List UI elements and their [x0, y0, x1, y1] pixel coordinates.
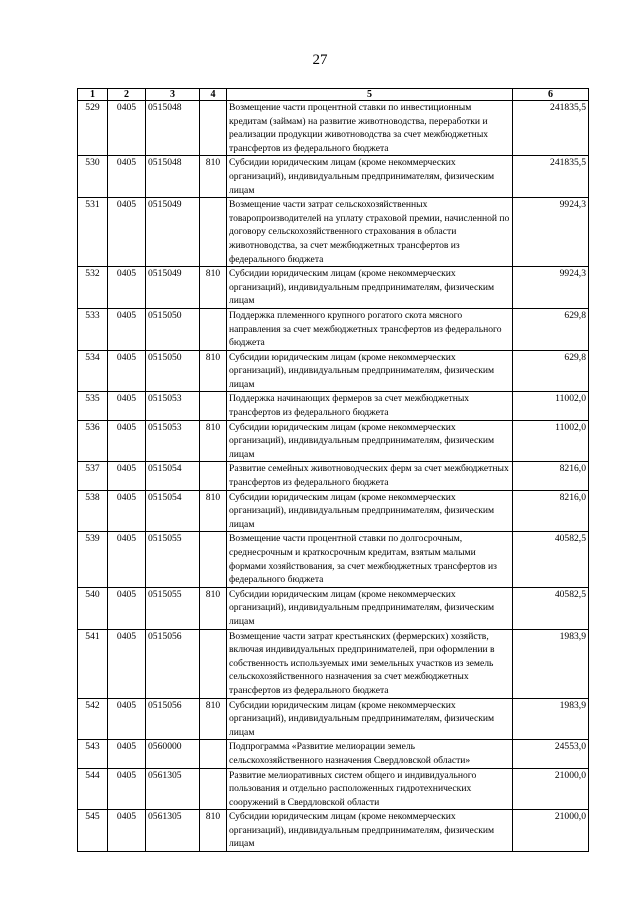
row-amount: 11002,0 [513, 392, 589, 420]
row-amount: 241835,5 [513, 156, 589, 198]
expense-type-code: 810 [200, 156, 227, 198]
section-code: 0405 [108, 740, 146, 768]
row-number: 545 [78, 810, 108, 852]
expense-type-code [200, 392, 227, 420]
row-number: 534 [78, 350, 108, 392]
page-number: 27 [312, 52, 328, 68]
expense-type-code: 810 [200, 698, 227, 740]
header-col-5: 5 [227, 89, 513, 101]
row-number: 536 [78, 420, 108, 462]
row-number: 538 [78, 490, 108, 532]
row-description: Субсидии юридическим лицам (кроме некоммерческих организаций), индивидуальным предпринимателям, физическим лицам [227, 587, 513, 629]
row-amount: 8216,0 [513, 490, 589, 532]
row-number: 531 [78, 198, 108, 267]
section-code: 0405 [108, 392, 146, 420]
table-row [78, 420, 589, 462]
section-code: 0405 [108, 490, 146, 532]
table-row [78, 532, 589, 587]
target-article-code: 0515054 [146, 462, 200, 490]
row-description: Возмещение части процентной ставки по долгосрочным, среднесрочным и краткосрочным кредитам, взятым малыми формами хозяйствования, за счет межбюджетных трансфертов из федерального бюджета [227, 532, 513, 587]
table-row [78, 198, 589, 267]
row-number: 532 [78, 267, 108, 309]
table-row [78, 350, 589, 392]
target-article-code: 0515055 [146, 532, 200, 587]
table-header-row [78, 89, 589, 101]
header-col-2: 2 [108, 89, 146, 101]
target-article-code: 0515050 [146, 308, 200, 350]
target-article-code: 0515048 [146, 156, 200, 198]
row-amount: 9924,3 [513, 267, 589, 309]
expense-type-code [200, 740, 227, 768]
target-article-code: 0515053 [146, 420, 200, 462]
row-amount: 629,8 [513, 308, 589, 350]
row-number: 544 [78, 768, 108, 810]
expense-type-code [200, 101, 227, 156]
target-article-code: 0515049 [146, 198, 200, 267]
header-col-3: 3 [146, 89, 200, 101]
table-row [78, 101, 589, 156]
row-number: 539 [78, 532, 108, 587]
expense-type-code: 810 [200, 587, 227, 629]
row-description: Субсидии юридическим лицам (кроме некоммерческих организаций), индивидуальным предпринимателям, физическим лицам [227, 267, 513, 309]
table-row [78, 810, 589, 852]
target-article-code: 0515056 [146, 629, 200, 698]
section-code: 0405 [108, 308, 146, 350]
target-article-code: 0515055 [146, 587, 200, 629]
section-code: 0405 [108, 420, 146, 462]
table-row [78, 490, 589, 532]
row-amount: 8216,0 [513, 462, 589, 490]
table-row [78, 462, 589, 490]
expense-type-code: 810 [200, 810, 227, 852]
section-code: 0405 [108, 629, 146, 698]
row-description: Субсидии юридическим лицам (кроме некоммерческих организаций), индивидуальным предпринимателям, физическим лицам [227, 420, 513, 462]
row-description: Возмещение части затрат сельскохозяйственных товаропроизводителей на уплату страховой премии, начисленной по договору сельскохозяйственного страхования в области животноводства, за счет межбюджетных трансфертов из федерального бюджета [227, 198, 513, 267]
row-description: Поддержка племенного крупного рогатого скота мясного направления за счет межбюджетных трансфертов из федерального бюджета [227, 308, 513, 350]
row-amount: 241835,5 [513, 101, 589, 156]
row-amount: 9924,3 [513, 198, 589, 267]
row-amount: 629,8 [513, 350, 589, 392]
section-code: 0405 [108, 810, 146, 852]
row-amount: 21000,0 [513, 810, 589, 852]
table-row [78, 267, 589, 309]
expense-type-code [200, 462, 227, 490]
target-article-code: 0515049 [146, 267, 200, 309]
table-row [78, 587, 589, 629]
expense-type-code: 810 [200, 420, 227, 462]
section-code: 0405 [108, 198, 146, 267]
section-code: 0405 [108, 350, 146, 392]
expense-type-code: 810 [200, 490, 227, 532]
table-row [78, 308, 589, 350]
row-number: 535 [78, 392, 108, 420]
row-description: Поддержка начинающих фермеров за счет межбюджетных трансфертов из федерального бюджета [227, 392, 513, 420]
row-number: 530 [78, 156, 108, 198]
target-article-code: 0560000 [146, 740, 200, 768]
row-amount: 1983,9 [513, 629, 589, 698]
header-col-4: 4 [200, 89, 227, 101]
target-article-code: 0561305 [146, 768, 200, 810]
row-number: 533 [78, 308, 108, 350]
expense-type-code [200, 629, 227, 698]
row-amount: 40582,5 [513, 587, 589, 629]
section-code: 0405 [108, 101, 146, 156]
row-description: Субсидии юридическим лицам (кроме некоммерческих организаций), индивидуальным предпринимателям, физическим лицам [227, 810, 513, 852]
row-description: Развитие мелиоративных систем общего и индивидуального пользования и отдельно расположенных гидротехнических сооружений в Свердловской области [227, 768, 513, 810]
expense-type-code: 810 [200, 350, 227, 392]
section-code: 0405 [108, 462, 146, 490]
row-description: Субсидии юридическим лицам (кроме некоммерческих организаций), индивидуальным предпринимателям, физическим лицам [227, 350, 513, 392]
expense-type-code [200, 198, 227, 267]
target-article-code: 0515054 [146, 490, 200, 532]
section-code: 0405 [108, 698, 146, 740]
row-number: 541 [78, 629, 108, 698]
section-code: 0405 [108, 532, 146, 587]
target-article-code: 0561305 [146, 810, 200, 852]
row-number: 542 [78, 698, 108, 740]
target-article-code: 0515050 [146, 350, 200, 392]
section-code: 0405 [108, 156, 146, 198]
row-description: Субсидии юридическим лицам (кроме некоммерческих организаций), индивидуальным предпринимателям, физическим лицам [227, 490, 513, 532]
table-row [78, 392, 589, 420]
section-code: 0405 [108, 768, 146, 810]
row-amount: 40582,5 [513, 532, 589, 587]
header-col-1: 1 [78, 89, 108, 101]
section-code: 0405 [108, 587, 146, 629]
row-description: Развитие семейных животноводческих ферм за счет межбюджетных трансфертов из федерального бюджета [227, 462, 513, 490]
budget-table [77, 88, 589, 852]
header-col-6: 6 [513, 89, 589, 101]
table-row [78, 629, 589, 698]
target-article-code: 0515053 [146, 392, 200, 420]
row-description: Субсидии юридическим лицам (кроме некоммерческих организаций), индивидуальным предпринимателям, физическим лицам [227, 156, 513, 198]
target-article-code: 0515048 [146, 101, 200, 156]
row-description: Подпрограмма «Развитие мелиорации земель сельскохозяйственного назначения Свердловской области» [227, 740, 513, 768]
row-number: 529 [78, 101, 108, 156]
row-amount: 1983,9 [513, 698, 589, 740]
row-amount: 11002,0 [513, 420, 589, 462]
row-description: Возмещение части процентной ставки по инвестиционным кредитам (займам) на развитие животноводства, переработки и реализации продукции животноводства за счет межбюджетных трансфертов из федерального бюджета [227, 101, 513, 156]
section-code: 0405 [108, 267, 146, 309]
table-row [78, 740, 589, 768]
row-description: Возмещение части затрат крестьянских (фермерских) хозяйств, включая индивидуальных предпринимателей, при оформлении в собственность используемых ими земельных участков из земель сельскохозяйственного назначения за счет межбюджетных трансфертов из федерального бюджета [227, 629, 513, 698]
table-row [78, 698, 589, 740]
table-row [78, 156, 589, 198]
row-amount: 21000,0 [513, 768, 589, 810]
expense-type-code [200, 532, 227, 587]
row-number: 537 [78, 462, 108, 490]
table-row [78, 768, 589, 810]
target-article-code: 0515056 [146, 698, 200, 740]
row-description: Субсидии юридическим лицам (кроме некоммерческих организаций), индивидуальным предпринимателям, физическим лицам [227, 698, 513, 740]
expense-type-code [200, 308, 227, 350]
expense-type-code [200, 768, 227, 810]
row-number: 543 [78, 740, 108, 768]
expense-type-code: 810 [200, 267, 227, 309]
row-amount: 24553,0 [513, 740, 589, 768]
row-number: 540 [78, 587, 108, 629]
